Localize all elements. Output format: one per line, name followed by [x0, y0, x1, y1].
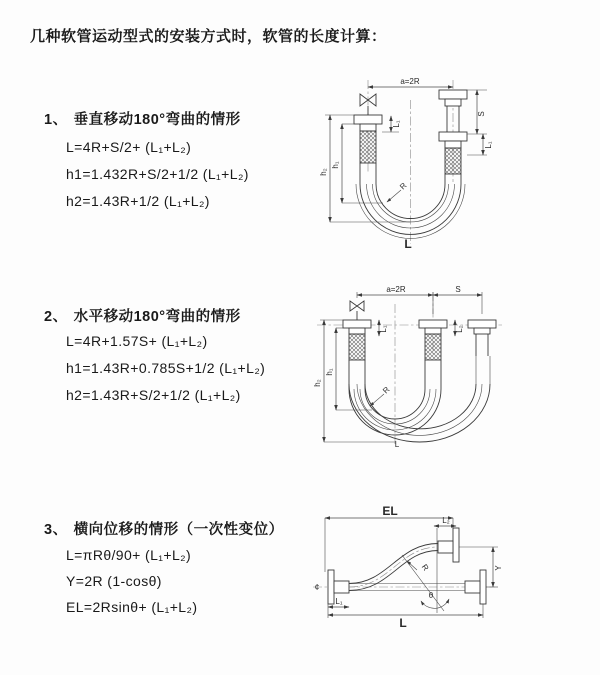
u-hose-displaced [349, 356, 490, 442]
middle-flange-hub [425, 328, 441, 334]
dim-label-y: Y [494, 565, 503, 571]
right-flange-plate [480, 570, 486, 604]
section-2-heading [44, 305, 241, 326]
right-upper-flange-hub [445, 99, 461, 106]
radius-label: R [419, 562, 431, 573]
dim-label-l1-right: L₁ [484, 141, 493, 149]
valve-icon [350, 301, 364, 311]
theta-arc [421, 599, 449, 608]
left-flange-hub [334, 581, 349, 593]
dim-label-h2: h₂ [319, 168, 328, 176]
right-flange-hub [465, 581, 480, 593]
left-flange-plate [343, 320, 371, 328]
dim-label-h1: h₁ [331, 161, 340, 169]
dim-label-l1-left: L₁ [392, 120, 401, 128]
formula-2-1: L=4R+1.57S+ (L₁+L₂) [66, 333, 208, 349]
left-hose-braid [349, 334, 365, 360]
dim-label-a2r: a=2R [400, 77, 420, 86]
dim-label-el: EL [382, 504, 398, 518]
left-flange-plate [354, 115, 382, 124]
radius-label: R [381, 385, 392, 396]
upper-flange-plate [453, 528, 459, 562]
left-flange-plate [328, 570, 334, 604]
radius-label: R [398, 181, 409, 192]
right-flange-hub [474, 328, 490, 334]
right-hose-braid [445, 148, 461, 174]
formula-3-1: L=πRθ/90+ (L₁+L₂) [66, 547, 192, 563]
section-1-number: 1、 [44, 112, 68, 128]
right-upper-flange-plate [439, 90, 467, 99]
diagram-horizontal-180-bend [312, 284, 547, 462]
section-1-heading [44, 108, 241, 129]
radius-leader [387, 190, 401, 202]
radius-leader [370, 394, 384, 406]
formula-3-3: EL=2Rsinθ+ (L₁+L₂) [66, 599, 198, 615]
section-3-number: 3、 [44, 522, 68, 538]
dim-label-h2: h₂ [313, 379, 322, 387]
dim-label-s: S [455, 285, 461, 294]
length-label: L [399, 616, 407, 630]
theta-label: θ [428, 591, 434, 600]
section-1-title: 垂直移动180°弯曲的情形 [73, 112, 241, 128]
section-3-heading [44, 518, 284, 539]
dim-label-l2: L₂ [455, 325, 464, 333]
dim-label-l2: L₂ [442, 516, 450, 525]
left-flange-hub [349, 328, 365, 334]
section-2-number: 2、 [44, 309, 68, 325]
formula-1-2: h1=1.432R+S/2+1/2 (L₁+L₂) [66, 166, 249, 182]
diagram-lateral-displacement [303, 503, 600, 648]
diagram-vertical-180-bend [315, 72, 510, 252]
section-3-title: 横向位移的情形（一次性变位） [73, 522, 284, 538]
left-flange-hub [360, 124, 376, 131]
dim-label-l1: L₁ [335, 597, 343, 606]
construction-radius-line [402, 555, 444, 611]
middle-hose-braid [425, 334, 441, 360]
dim-label-h1: h₁ [325, 368, 334, 376]
right-lower-flange-hub [445, 141, 461, 148]
upper-flange-hub [438, 541, 453, 553]
page-title: 几种软管运动型式的安装方式时，软管的长度计算： [30, 28, 387, 45]
formula-3-2: Y=2R (1-cosθ) [66, 573, 162, 589]
dim-label-l1: L₁ [379, 325, 388, 333]
section-2-title: 水平移动180°弯曲的情形 [73, 309, 241, 325]
length-label: L [394, 440, 400, 449]
middle-flange-plate [419, 320, 447, 328]
length-label: L [404, 237, 412, 251]
dim-label-s: S [477, 111, 486, 117]
left-hose-braid [360, 131, 376, 163]
dim-label-a2r: a=2R [386, 285, 406, 294]
formula-1-3: h2=1.43R+1/2 (L₁+L₂) [66, 193, 210, 209]
centerline-symbol: ¢ [314, 583, 320, 592]
right-lower-flange-plate [439, 132, 467, 141]
formula-1-1: L=4R+S/2+ (L₁+L₂) [66, 139, 192, 155]
formula-2-2: h1=1.43R+0.785S+1/2 (L₁+L₂) [66, 360, 266, 376]
formula-2-3: h2=1.43R+S/2+1/2 (L₁+L₂) [66, 387, 241, 403]
right-flange-plate [468, 320, 496, 328]
